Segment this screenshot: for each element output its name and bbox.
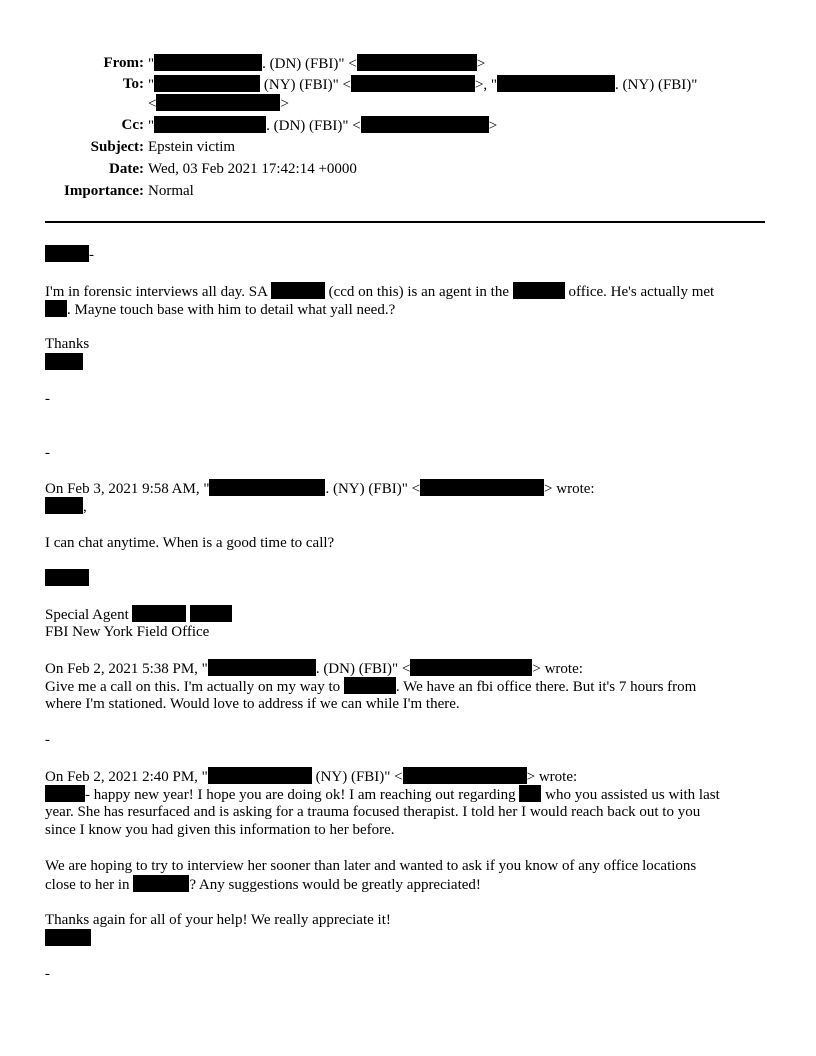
date-label: Date: bbox=[109, 161, 144, 177]
redaction-bar bbox=[344, 677, 396, 694]
redaction-bar bbox=[45, 497, 83, 514]
redaction-bar bbox=[271, 282, 325, 299]
redaction-bar bbox=[45, 569, 89, 586]
quote-message: since I know you had given this information to her before. bbox=[45, 822, 395, 838]
separator-dash: - bbox=[45, 391, 50, 407]
redaction-bar bbox=[133, 875, 189, 892]
redaction-bar bbox=[45, 785, 85, 802]
redaction-bar bbox=[351, 75, 475, 92]
redaction-bar bbox=[45, 300, 67, 317]
redaction-bar bbox=[513, 282, 565, 299]
cc-value: " . (DN) (FBI)" < > bbox=[148, 118, 498, 134]
quote-message: year. She has resurfaced and is asking for a trauma focused therapist. I told her I would reach back out to you bbox=[45, 804, 701, 820]
redaction-bar bbox=[209, 479, 325, 496]
redaction-bar bbox=[410, 659, 532, 676]
redaction-bar bbox=[497, 75, 615, 92]
quote-message: where I'm stationed. Would love to address if we can while I'm there. bbox=[45, 696, 460, 712]
importance-value: Normal bbox=[148, 183, 194, 199]
subject-value: Epstein victim bbox=[148, 139, 236, 155]
quote-message: Give me a call on this. I'm actually on my way to . We have an fbi office there. But it's 7 hours from bbox=[45, 679, 697, 695]
date-value: Wed, 03 Feb 2021 17:42:14 +0000 bbox=[148, 161, 357, 177]
importance-label: Importance: bbox=[64, 183, 144, 199]
header-divider bbox=[45, 221, 765, 223]
redaction-bar bbox=[156, 94, 280, 111]
separator-dash: - bbox=[45, 732, 50, 748]
redaction-bar bbox=[45, 245, 89, 262]
quote-message: - happy new year! I hope you are doing ok! I am reaching out regarding who you assisted us with last bbox=[45, 785, 720, 804]
separator-dash: - bbox=[45, 445, 50, 461]
signature-name bbox=[45, 929, 91, 948]
redaction-bar bbox=[208, 659, 316, 676]
redaction-bar bbox=[132, 605, 186, 622]
to-value: " (NY) (FBI)" < >, " . (NY) (FBI)" bbox=[148, 77, 698, 93]
redaction-bar bbox=[45, 929, 91, 946]
quote-greeting: , bbox=[45, 497, 87, 516]
quote-message: I can chat anytime. When is a good time to call? bbox=[45, 535, 335, 551]
separator-dash: - bbox=[45, 966, 50, 982]
body-paragraph-line: I'm in forensic interviews all day. SA (ccd on this) is an agent in the office. He's actually met bbox=[45, 284, 715, 300]
redaction-bar bbox=[519, 785, 541, 802]
signature-title: Special Agent bbox=[45, 605, 232, 624]
thanks-line: Thanks bbox=[45, 336, 90, 352]
from-value: " . (DN) (FBI)" < > bbox=[148, 56, 486, 72]
redaction-bar bbox=[208, 767, 312, 784]
redaction-bar bbox=[154, 54, 262, 71]
signature-name bbox=[45, 353, 83, 372]
redaction-bar bbox=[154, 75, 260, 92]
from-label: From: bbox=[103, 55, 144, 71]
signature-name bbox=[45, 569, 89, 588]
quote-message: close to her in ? Any suggestions would be greatly appreciated! bbox=[45, 877, 481, 893]
quote-header: On Feb 3, 2021 9:58 AM, " . (NY) (FBI)" < > wrote: bbox=[45, 481, 595, 497]
redaction-bar bbox=[190, 605, 232, 622]
quote-message: We are hoping to try to interview her sooner than later and wanted to ask if you know of any office locations bbox=[45, 858, 697, 874]
quote-header: On Feb 2, 2021 5:38 PM, " . (DN) (FBI)" < > wrote: bbox=[45, 661, 583, 677]
redaction-bar bbox=[361, 116, 489, 133]
redaction-bar bbox=[357, 54, 477, 71]
quote-message: Thanks again for all of your help! We really appreciate it! bbox=[45, 912, 391, 928]
email-printout: From: " . (DN) (FBI)" < > To: " (NY) (FBI)" < >, " . (NY) (FBI)" < > Cc: " . (DN) (FBI)" < > Subject: Epstein victim Date: Wed, 03 Feb 2021 17:42:14 +0000 Importance: Normal - I'm in forensic interviews all day. SA (ccd on this) is an agent in the office. He's actually met . Mayne touch base with him to detail what yall need.? Thanks - - On Feb 3, 2021 9:58 AM, " . (NY) (FBI)" < > wrote: , I can chat anytime. When is a good time to call? Special Agent FBI New York Field Office On Feb 2, 2021 5:38 PM, " . (DN) (FBI)" < > wrote: Give me a call on this. I'm actually on my way to . We have an fbi office there. But it's 7 hours from where I'm stationed. Would love to address if we can while I'm there. - On Feb 2, 2021 2:40 PM, " (NY) (FBI)" < > wrote: - happy new year! I hope you are doing ok! I am reaching out regarding who you assisted us with last year. She has resurfaced and is asking for a trauma focused therapist. I told her I would reach back out to you since I know you had given this information to her before. We are hoping to try to interview her sooner than later and wanted to ask if you know of any office locations close to her in ? Any suggestions would be greatly appreciated! Thanks again for all of your help! We really appreciate it! - bbox=[0, 0, 816, 1056]
redaction-bar bbox=[403, 767, 527, 784]
to-label: To: bbox=[122, 76, 144, 92]
cc-label: Cc: bbox=[121, 117, 144, 133]
redaction-bar bbox=[420, 479, 544, 496]
redaction-bar bbox=[45, 353, 83, 370]
subject-label: Subject: bbox=[90, 139, 144, 155]
quote-header: On Feb 2, 2021 2:40 PM, " (NY) (FBI)" < > wrote: bbox=[45, 769, 578, 785]
redaction-bar bbox=[154, 116, 266, 133]
signature-office: FBI New York Field Office bbox=[45, 624, 210, 640]
body-paragraph-line: . Mayne touch base with him to detail what yall need.? bbox=[45, 300, 395, 319]
greeting-line: - bbox=[45, 245, 94, 264]
